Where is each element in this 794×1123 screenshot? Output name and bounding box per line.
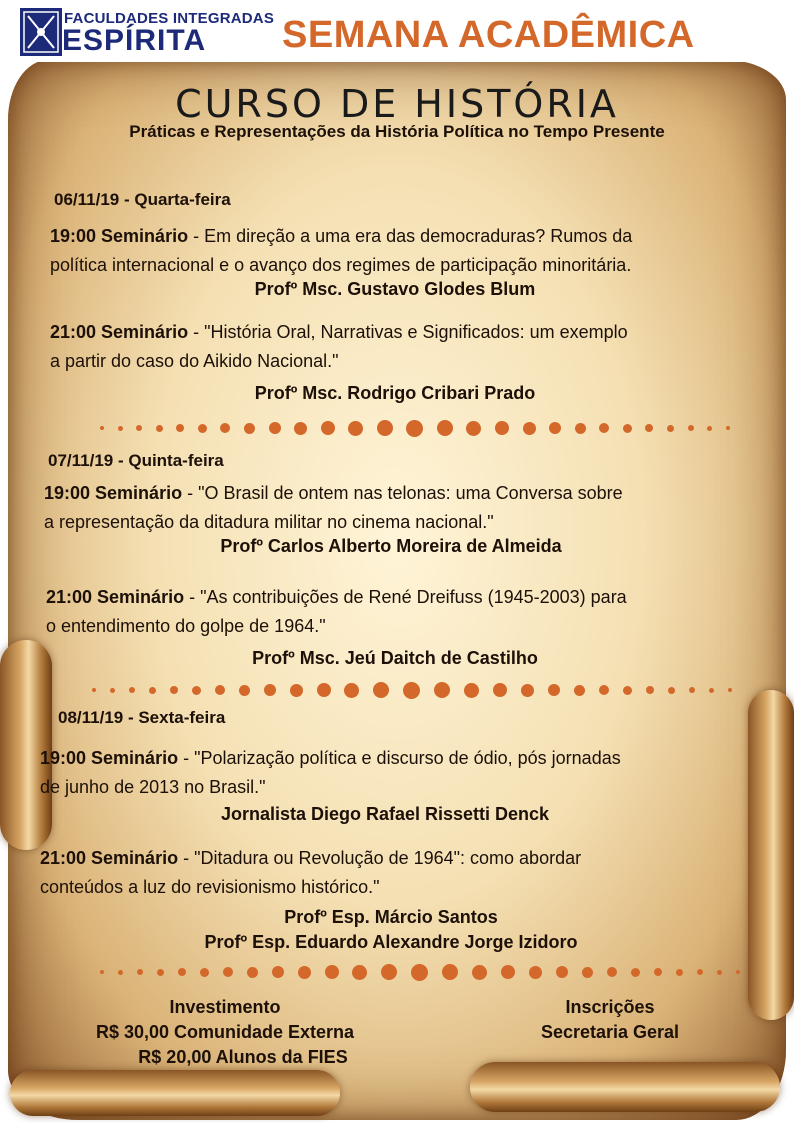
subtitle: Práticas e Representações da História Política no Tempo Presente [129,122,665,141]
divider-dot [178,968,186,976]
divider-dot [348,421,363,436]
divider-dot [717,970,722,975]
session [50,318,750,376]
day-label: 06/11/19 - Quarta-feira [54,190,231,209]
divider-dot [556,966,568,978]
divider-dot [317,683,331,697]
divider-dot [157,969,164,976]
session-desc-1: - "Polarização política e discurso de ódio, pós jornadas [178,748,621,768]
scroll-roll-bottom-left [10,1070,340,1116]
divider-dot [298,966,311,979]
course-title: CURSO DE HISTÓRIA [175,82,619,126]
divider-dot [599,423,609,433]
divider-dot [501,965,515,979]
scroll-roll-right [748,690,794,1020]
dot-divider [92,680,732,700]
speaker: Profº Msc. Rodrigo Cribari Prado [254,383,536,403]
divider-dot [575,423,586,434]
divider-dot [192,686,201,695]
divider-dot [290,684,303,697]
divider-dot [645,424,653,432]
investment-title: Investimento [169,997,281,1017]
investment-block [60,995,390,1070]
divider-dot [646,686,654,694]
divider-dot [352,965,367,980]
session-desc-2: o entendimento do golpe de 1964." [46,616,326,636]
session [44,479,744,537]
divider-dot [466,421,481,436]
divider-dot [434,682,450,698]
divider-dot [623,686,632,695]
divider-dot [100,426,104,430]
divider-dot [136,425,142,431]
divider-dot [464,683,479,698]
divider-dot [728,688,732,692]
divider-dot [472,965,487,980]
dot-divider [100,962,740,982]
divider-dot [156,425,163,432]
speaker: Jornalista Diego Rafael Rissetti Denck [220,804,550,824]
divider-dot [437,420,453,436]
registration-line-1: Secretaria Geral [540,1022,680,1042]
session-desc-2: política internacional e o avanço dos regimes de participação minoritária. [50,255,632,275]
divider-dot [244,423,255,434]
session-desc-2: conteúdos a luz do revisionismo histórico." [40,877,380,897]
session-desc-1: - Em direção a uma era das democraduras? Rumos da [188,226,633,246]
speaker: Profº Esp. Eduardo Alexandre Jorge Izidoro [204,932,578,952]
session-desc-2: a representação da ditadura militar no cinema nacional." [44,512,494,532]
divider-dot [523,422,536,435]
divider-dot [220,423,230,433]
divider-dot [264,684,276,696]
session-time: 19:00 Seminário [44,483,183,503]
session-desc-1: - "História Oral, Narrativas e Significados: um exemplo [188,322,628,342]
speaker: Profº Msc. Gustavo Glodes Blum [254,279,536,299]
divider-dot [654,968,662,976]
session [40,744,740,802]
registration-block [500,995,720,1045]
divider-dot [247,967,258,978]
session-time: 21:00 Seminário [50,322,189,342]
divider-dot [411,964,428,981]
divider-dot [129,687,135,693]
dot-divider [100,418,730,438]
session [46,583,746,641]
divider-dot [321,421,335,435]
header [0,0,794,62]
divider-dot [667,425,674,432]
session-desc-1: - "O Brasil de ontem nas telonas: uma Conversa sobre [182,483,623,503]
divider-dot [676,969,683,976]
divider-dot [736,970,740,974]
divider-dot [377,420,393,436]
logo-icon [20,8,62,56]
speaker: Profº Esp. Márcio Santos [284,907,498,927]
event-title: SEMANA ACADÊMICA [282,14,695,56]
session-desc-2: de junho de 2013 no Brasil." [40,777,266,797]
divider-dot [548,684,560,696]
divider-dot [118,426,123,431]
divider-dot [325,965,339,979]
logo-line-2: ESPÍRITA [62,24,207,57]
divider-dot [688,425,694,431]
divider-dot [668,687,675,694]
scroll-roll-bottom-right [470,1062,780,1112]
divider-dot [110,688,115,693]
divider-dot [92,688,96,692]
divider-dot [549,422,561,434]
divider-dot [198,424,207,433]
divider-dot [403,682,420,699]
divider-dot [100,970,104,974]
divider-dot [406,420,423,437]
divider-dot [689,687,695,693]
divider-dot [118,970,123,975]
divider-dot [269,422,281,434]
session [50,222,750,280]
session-desc-1: - "Ditadura ou Revolução de 1964": como abordar [178,848,582,868]
divider-dot [137,969,143,975]
divider-dot [493,683,507,697]
divider-dot [223,967,233,977]
divider-dot [200,968,209,977]
registration-title: Inscrições [565,997,655,1017]
session [40,844,740,902]
investment-line-1: R$ 30,00 Comunidade Externa [95,1022,355,1042]
logo-line-1: FACULDADES INTEGRADAS [64,10,275,27]
divider-dot [529,966,542,979]
divider-dot [697,969,703,975]
divider-dot [170,686,178,694]
day-label: 07/11/19 - Quinta-feira [48,451,224,470]
divider-dot [495,421,509,435]
session-time: 19:00 Seminário [40,748,179,768]
divider-dot [607,967,617,977]
speaker: Profº Msc. Jeú Daitch de Castilho [252,648,538,668]
divider-dot [272,966,284,978]
divider-dot [707,426,712,431]
session-time: 21:00 Seminário [40,848,179,868]
divider-dot [521,684,534,697]
divider-dot [623,424,632,433]
divider-dot [239,685,250,696]
divider-dot [294,422,307,435]
divider-dot [599,685,609,695]
divider-dot [215,685,225,695]
session-desc-2: a partir do caso do Aikido Nacional." [50,351,339,371]
divider-dot [442,964,458,980]
divider-dot [149,687,156,694]
session-time: 21:00 Seminário [46,587,185,607]
divider-dot [709,688,714,693]
session-time: 19:00 Seminário [50,226,189,246]
investment-line-2: R$ 20,00 Alunos da FIES [138,1047,348,1067]
divider-dot [574,685,585,696]
session-desc-1: - "As contribuições de René Dreifuss (1945-2003) para [184,587,627,607]
divider-dot [631,968,640,977]
divider-dot [176,424,184,432]
divider-dot [381,964,397,980]
divider-dot [373,682,389,698]
day-label: 08/11/19 - Sexta-feira [58,708,226,727]
divider-dot [582,967,593,978]
divider-dot [726,426,730,430]
speaker: Profº Carlos Alberto Moreira de Almeida [220,536,562,556]
divider-dot [344,683,359,698]
